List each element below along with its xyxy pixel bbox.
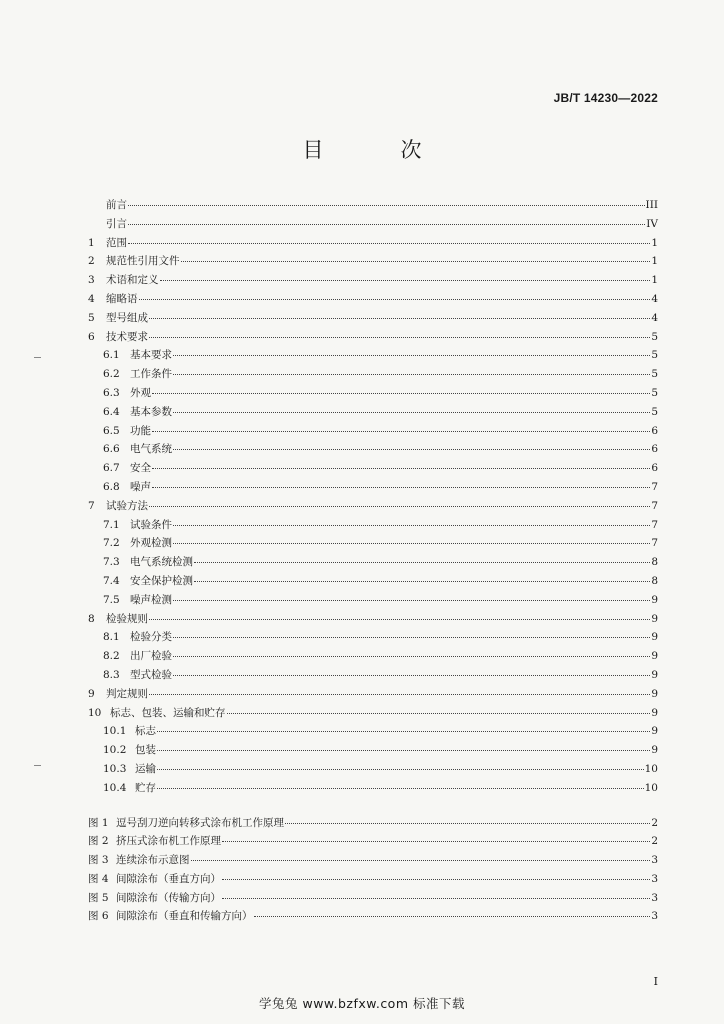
toc-row[interactable] <box>88 347 658 366</box>
toc-row[interactable] <box>88 890 658 909</box>
dot-leader <box>254 916 651 917</box>
toc-number: 1 <box>88 236 95 249</box>
toc-row[interactable] <box>88 852 658 871</box>
toc-label: 间隙涂布（传输方向） <box>116 891 221 904</box>
dot-leader <box>227 713 651 714</box>
toc-page-number: 1 <box>651 236 658 249</box>
toc-page-number: 5 <box>651 368 658 381</box>
toc-number: 6.5 <box>103 424 120 437</box>
toc-label: 标志、包装、运输和贮存 <box>110 706 226 719</box>
dot-leader <box>173 637 650 638</box>
toc-page-number: 5 <box>651 405 658 418</box>
toc-page-number: 9 <box>651 631 658 644</box>
toc-number: 图 3 <box>88 854 109 867</box>
toc-number: 8.1 <box>103 631 120 644</box>
dot-leader <box>157 769 644 770</box>
toc-page-number: 6 <box>651 443 658 456</box>
dot-leader <box>222 841 650 842</box>
dot-leader <box>149 694 650 695</box>
toc-entries <box>88 197 658 799</box>
toc-page-number: 2 <box>651 816 658 829</box>
toc-page-number: 8 <box>651 556 658 569</box>
dot-leader <box>128 224 645 225</box>
toc-page-number: III <box>645 199 658 211</box>
toc-row[interactable] <box>88 441 658 460</box>
toc-page-number: 4 <box>651 311 658 324</box>
toc-row[interactable] <box>88 460 658 479</box>
dot-leader <box>194 581 650 582</box>
toc-label: 电气系统 <box>130 443 172 456</box>
toc-row[interactable] <box>88 705 658 724</box>
toc-page-number: 7 <box>651 518 658 531</box>
dot-leader <box>194 562 650 563</box>
toc-number: 3 <box>88 274 95 287</box>
toc-label: 噪声 <box>130 480 151 493</box>
dot-leader <box>173 374 650 375</box>
toc-number: 7 <box>88 499 95 512</box>
toc-label: 范围 <box>106 236 127 249</box>
toc-row[interactable] <box>88 366 658 385</box>
toc-label: 技术要求 <box>106 330 148 343</box>
toc-number: 6.1 <box>103 349 120 362</box>
toc-label: 连续涂布示意图 <box>116 854 190 867</box>
toc-page-number: 7 <box>651 499 658 512</box>
dot-leader <box>191 860 651 861</box>
toc-label: 包装 <box>135 744 156 757</box>
toc-page-number: 6 <box>651 424 658 437</box>
toc-row[interactable] <box>88 216 658 235</box>
section-gap <box>88 799 658 815</box>
dot-leader <box>181 261 651 262</box>
toc-page-number: 9 <box>651 612 658 625</box>
toc-row[interactable] <box>88 629 658 648</box>
dot-leader <box>173 656 650 657</box>
toc-label: 间隙涂布（垂直和传输方向） <box>116 910 253 923</box>
toc-page-number: 9 <box>651 668 658 681</box>
page-number: I <box>653 975 658 988</box>
dot-leader <box>285 823 650 824</box>
toc-page-number: IV <box>646 217 658 230</box>
toc-number: 10.2 <box>103 744 127 757</box>
toc-number: 6.3 <box>103 386 120 399</box>
toc-page-number: 3 <box>651 891 658 904</box>
toc-number: 8.3 <box>103 668 120 681</box>
toc-page-number: 9 <box>651 744 658 757</box>
toc-row[interactable] <box>88 329 658 348</box>
toc-row[interactable] <box>88 479 658 498</box>
toc-label: 试验条件 <box>130 518 172 531</box>
dot-leader <box>149 506 650 507</box>
dot-leader <box>173 355 650 356</box>
toc-number: 图 1 <box>88 816 109 829</box>
toc-label: 功能 <box>130 424 151 437</box>
toc-page-number: 6 <box>651 462 658 475</box>
toc-number: 8.2 <box>103 650 120 663</box>
toc-row[interactable] <box>88 833 658 852</box>
dot-leader <box>173 675 650 676</box>
toc-row[interactable] <box>88 908 658 927</box>
toc-label: 型式检验 <box>130 668 172 681</box>
toc-page-number: 8 <box>651 574 658 587</box>
dot-leader <box>222 879 650 880</box>
dot-leader <box>152 393 650 394</box>
toc-number: 4 <box>88 292 95 305</box>
toc-label: 安全保护检测 <box>130 574 193 587</box>
toc-page-number: 9 <box>651 687 658 700</box>
toc-number: 图 5 <box>88 891 109 904</box>
toc-label: 间隙涂布（垂直方向） <box>116 872 221 885</box>
toc-page-number: 2 <box>651 835 658 848</box>
toc-number: 10.3 <box>103 762 127 775</box>
dot-leader <box>128 243 650 244</box>
toc-row[interactable] <box>88 573 658 592</box>
toc-number: 6.7 <box>103 462 120 475</box>
toc-row[interactable] <box>88 761 658 780</box>
dot-leader <box>149 318 650 319</box>
toc-page-number: 10 <box>644 762 658 775</box>
toc-page-number: 1 <box>651 274 658 287</box>
toc-label: 缩略语 <box>106 292 138 305</box>
toc-label: 外观检测 <box>130 537 172 550</box>
toc-label: 基本要求 <box>130 349 172 362</box>
toc-label: 试验方法 <box>106 499 148 512</box>
toc-row[interactable] <box>88 723 658 742</box>
toc-label: 标志 <box>135 725 156 738</box>
toc-label: 安全 <box>130 462 151 475</box>
dot-leader <box>160 280 651 281</box>
figure-list <box>88 815 658 928</box>
toc-page-number: 7 <box>651 480 658 493</box>
toc-label: 外观 <box>130 386 151 399</box>
toc-page-number: 9 <box>651 706 658 719</box>
dot-leader <box>173 449 650 450</box>
dot-leader <box>157 731 650 732</box>
toc-number: 6.8 <box>103 480 120 493</box>
dot-leader <box>173 543 650 544</box>
toc-row[interactable] <box>88 780 658 799</box>
toc-row[interactable] <box>88 253 658 272</box>
toc-page-number: 9 <box>651 593 658 606</box>
toc-number: 7.4 <box>103 574 120 587</box>
toc-label: 出厂检验 <box>130 650 172 663</box>
toc-number: 图 2 <box>88 835 109 848</box>
toc-label: 检验分类 <box>130 631 172 644</box>
toc-number: 7.3 <box>103 556 120 569</box>
toc-row[interactable] <box>88 498 658 517</box>
toc-number: 9 <box>88 687 95 700</box>
toc-page-number: 5 <box>651 349 658 362</box>
toc-page-number: 1 <box>651 255 658 268</box>
dot-leader <box>152 487 650 488</box>
toc-number: 10.4 <box>103 781 127 794</box>
toc-row[interactable] <box>88 686 658 705</box>
toc-label: 引言 <box>106 217 127 230</box>
toc-page-number: 3 <box>651 872 658 885</box>
toc-row[interactable] <box>88 272 658 291</box>
dot-leader <box>157 750 650 751</box>
toc-label: 规范性引用文件 <box>106 255 180 268</box>
toc-row[interactable] <box>88 291 658 310</box>
dot-leader <box>152 468 650 469</box>
toc-row[interactable] <box>88 611 658 630</box>
toc-label: 电气系统检测 <box>130 556 193 569</box>
watermark-footer: 学兔兔 www.bzfxw.com 标准下载 <box>259 996 465 1011</box>
toc-page-number: 3 <box>651 854 658 867</box>
toc-number: 7.1 <box>103 518 120 531</box>
toc-label: 前言 <box>106 199 127 211</box>
toc-label: 贮存 <box>135 781 156 794</box>
toc-row[interactable] <box>88 404 658 423</box>
toc-number: 7.2 <box>103 537 120 550</box>
toc-page-number: 9 <box>651 725 658 738</box>
toc-row[interactable] <box>88 592 658 611</box>
dot-leader <box>128 205 645 206</box>
toc-label: 判定规则 <box>106 687 148 700</box>
toc-number: 2 <box>88 255 95 268</box>
toc-page-number: 5 <box>651 330 658 343</box>
dot-leader <box>152 431 650 432</box>
toc-row[interactable] <box>88 310 658 329</box>
dot-leader <box>157 788 644 789</box>
dot-leader <box>173 600 650 601</box>
standard-code: JB/T 14230—2022 <box>553 91 658 105</box>
margin-mark <box>34 357 41 358</box>
toc-number: 图 6 <box>88 910 109 923</box>
toc-label: 运输 <box>135 762 156 775</box>
dot-leader <box>173 525 650 526</box>
page-title: 目 次 <box>302 138 450 162</box>
dot-leader <box>139 299 651 300</box>
toc-row[interactable] <box>88 235 658 254</box>
toc-page-number: 4 <box>651 292 658 305</box>
toc-label: 基本参数 <box>130 405 172 418</box>
toc-page-number: 9 <box>651 650 658 663</box>
toc-number: 6.4 <box>103 405 120 418</box>
toc-page-number: 7 <box>651 537 658 550</box>
toc-row[interactable] <box>88 742 658 761</box>
toc-number: 6.2 <box>103 368 120 381</box>
toc-row[interactable] <box>88 554 658 573</box>
dot-leader <box>149 619 650 620</box>
toc-label: 检验规则 <box>106 612 148 625</box>
toc-row[interactable] <box>88 535 658 554</box>
toc-label: 型号组成 <box>106 311 148 324</box>
toc-page-number: 5 <box>651 386 658 399</box>
toc-row[interactable] <box>88 667 658 686</box>
toc-number: 6.6 <box>103 443 120 456</box>
toc-row[interactable] <box>88 517 658 536</box>
toc-number: 图 4 <box>88 872 109 885</box>
toc-row[interactable] <box>88 385 658 404</box>
toc-number: 5 <box>88 311 95 324</box>
toc-page-number: 3 <box>651 910 658 923</box>
toc-row[interactable] <box>88 648 658 667</box>
dot-leader <box>222 898 650 899</box>
toc-label: 逗号刮刀逆向转移式涂布机工作原理 <box>116 816 284 829</box>
toc-label: 噪声检测 <box>130 593 172 606</box>
toc-label: 挤压式涂布机工作原理 <box>116 835 221 848</box>
toc-number: 10.1 <box>103 725 127 738</box>
toc-row[interactable] <box>88 871 658 890</box>
dot-leader <box>173 412 650 413</box>
toc-row[interactable] <box>88 197 658 216</box>
table-of-contents <box>88 197 658 927</box>
toc-number: 10 <box>88 706 102 719</box>
toc-number: 7.5 <box>103 593 120 606</box>
toc-row[interactable] <box>88 815 658 834</box>
toc-label: 工作条件 <box>130 368 172 381</box>
toc-number: 8 <box>88 612 95 625</box>
toc-row[interactable] <box>88 423 658 442</box>
toc-label: 术语和定义 <box>106 274 159 287</box>
toc-page-number: 10 <box>644 781 658 794</box>
dot-leader <box>149 337 650 338</box>
toc-number: 6 <box>88 330 95 343</box>
margin-mark <box>34 765 41 766</box>
